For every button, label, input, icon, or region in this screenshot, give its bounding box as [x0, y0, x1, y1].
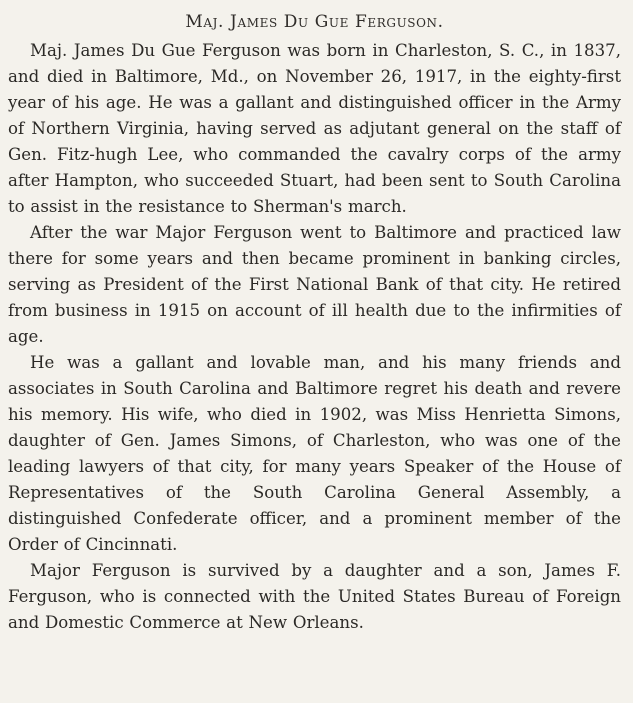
paragraph-family: He was a gallant and lovable man, and his many friends and associates in South Carolina and Baltimore regret his death and revere his memory. His wife, who died in 1902, was Miss Henrietta Simons, daughter of Gen. James Simons, of Charleston, who was one of the leading lawyers of that city, for many years Speaker of the House of Representatives of the South Carolina General Assembly, a distinguished Confederate officer, and a prominent member of the Order of Cincinnati.: [8, 353, 621, 554]
paragraph-survivors: Major Ferguson is survived by a daughter and a son, James F. Ferguson, who is connected with the United States Bureau of Foreign and Domestic Commerce at New Orleans.: [8, 561, 621, 632]
paragraph-career: After the war Major Ferguson went to Baltimore and practiced law there for some years and then became prominent in banking circles, serving as President of the First National Bank of that city. He retired from business in 1915 on account of ill health due to the infirmities of age.: [8, 223, 621, 346]
article-title: Maj. James Du Gue Ferguson.: [185, 12, 444, 32]
paragraph-birth-service: Maj. James Du Gue Ferguson was born in Charleston, S. C., in 1837, and died in Baltimore, Md., on November 26, 1917, in the eighty-first year of his age. He was a gallant and distinguished officer in the Army of Northern Virginia, having served as adjutant general on the staff of Gen. Fitz-hugh Lee, who commanded the cavalry corps of the army after Hampton, who succeeded Stuart, had been sent to South Carolina to assist in the resistance to Sherman's march.: [8, 41, 621, 216]
